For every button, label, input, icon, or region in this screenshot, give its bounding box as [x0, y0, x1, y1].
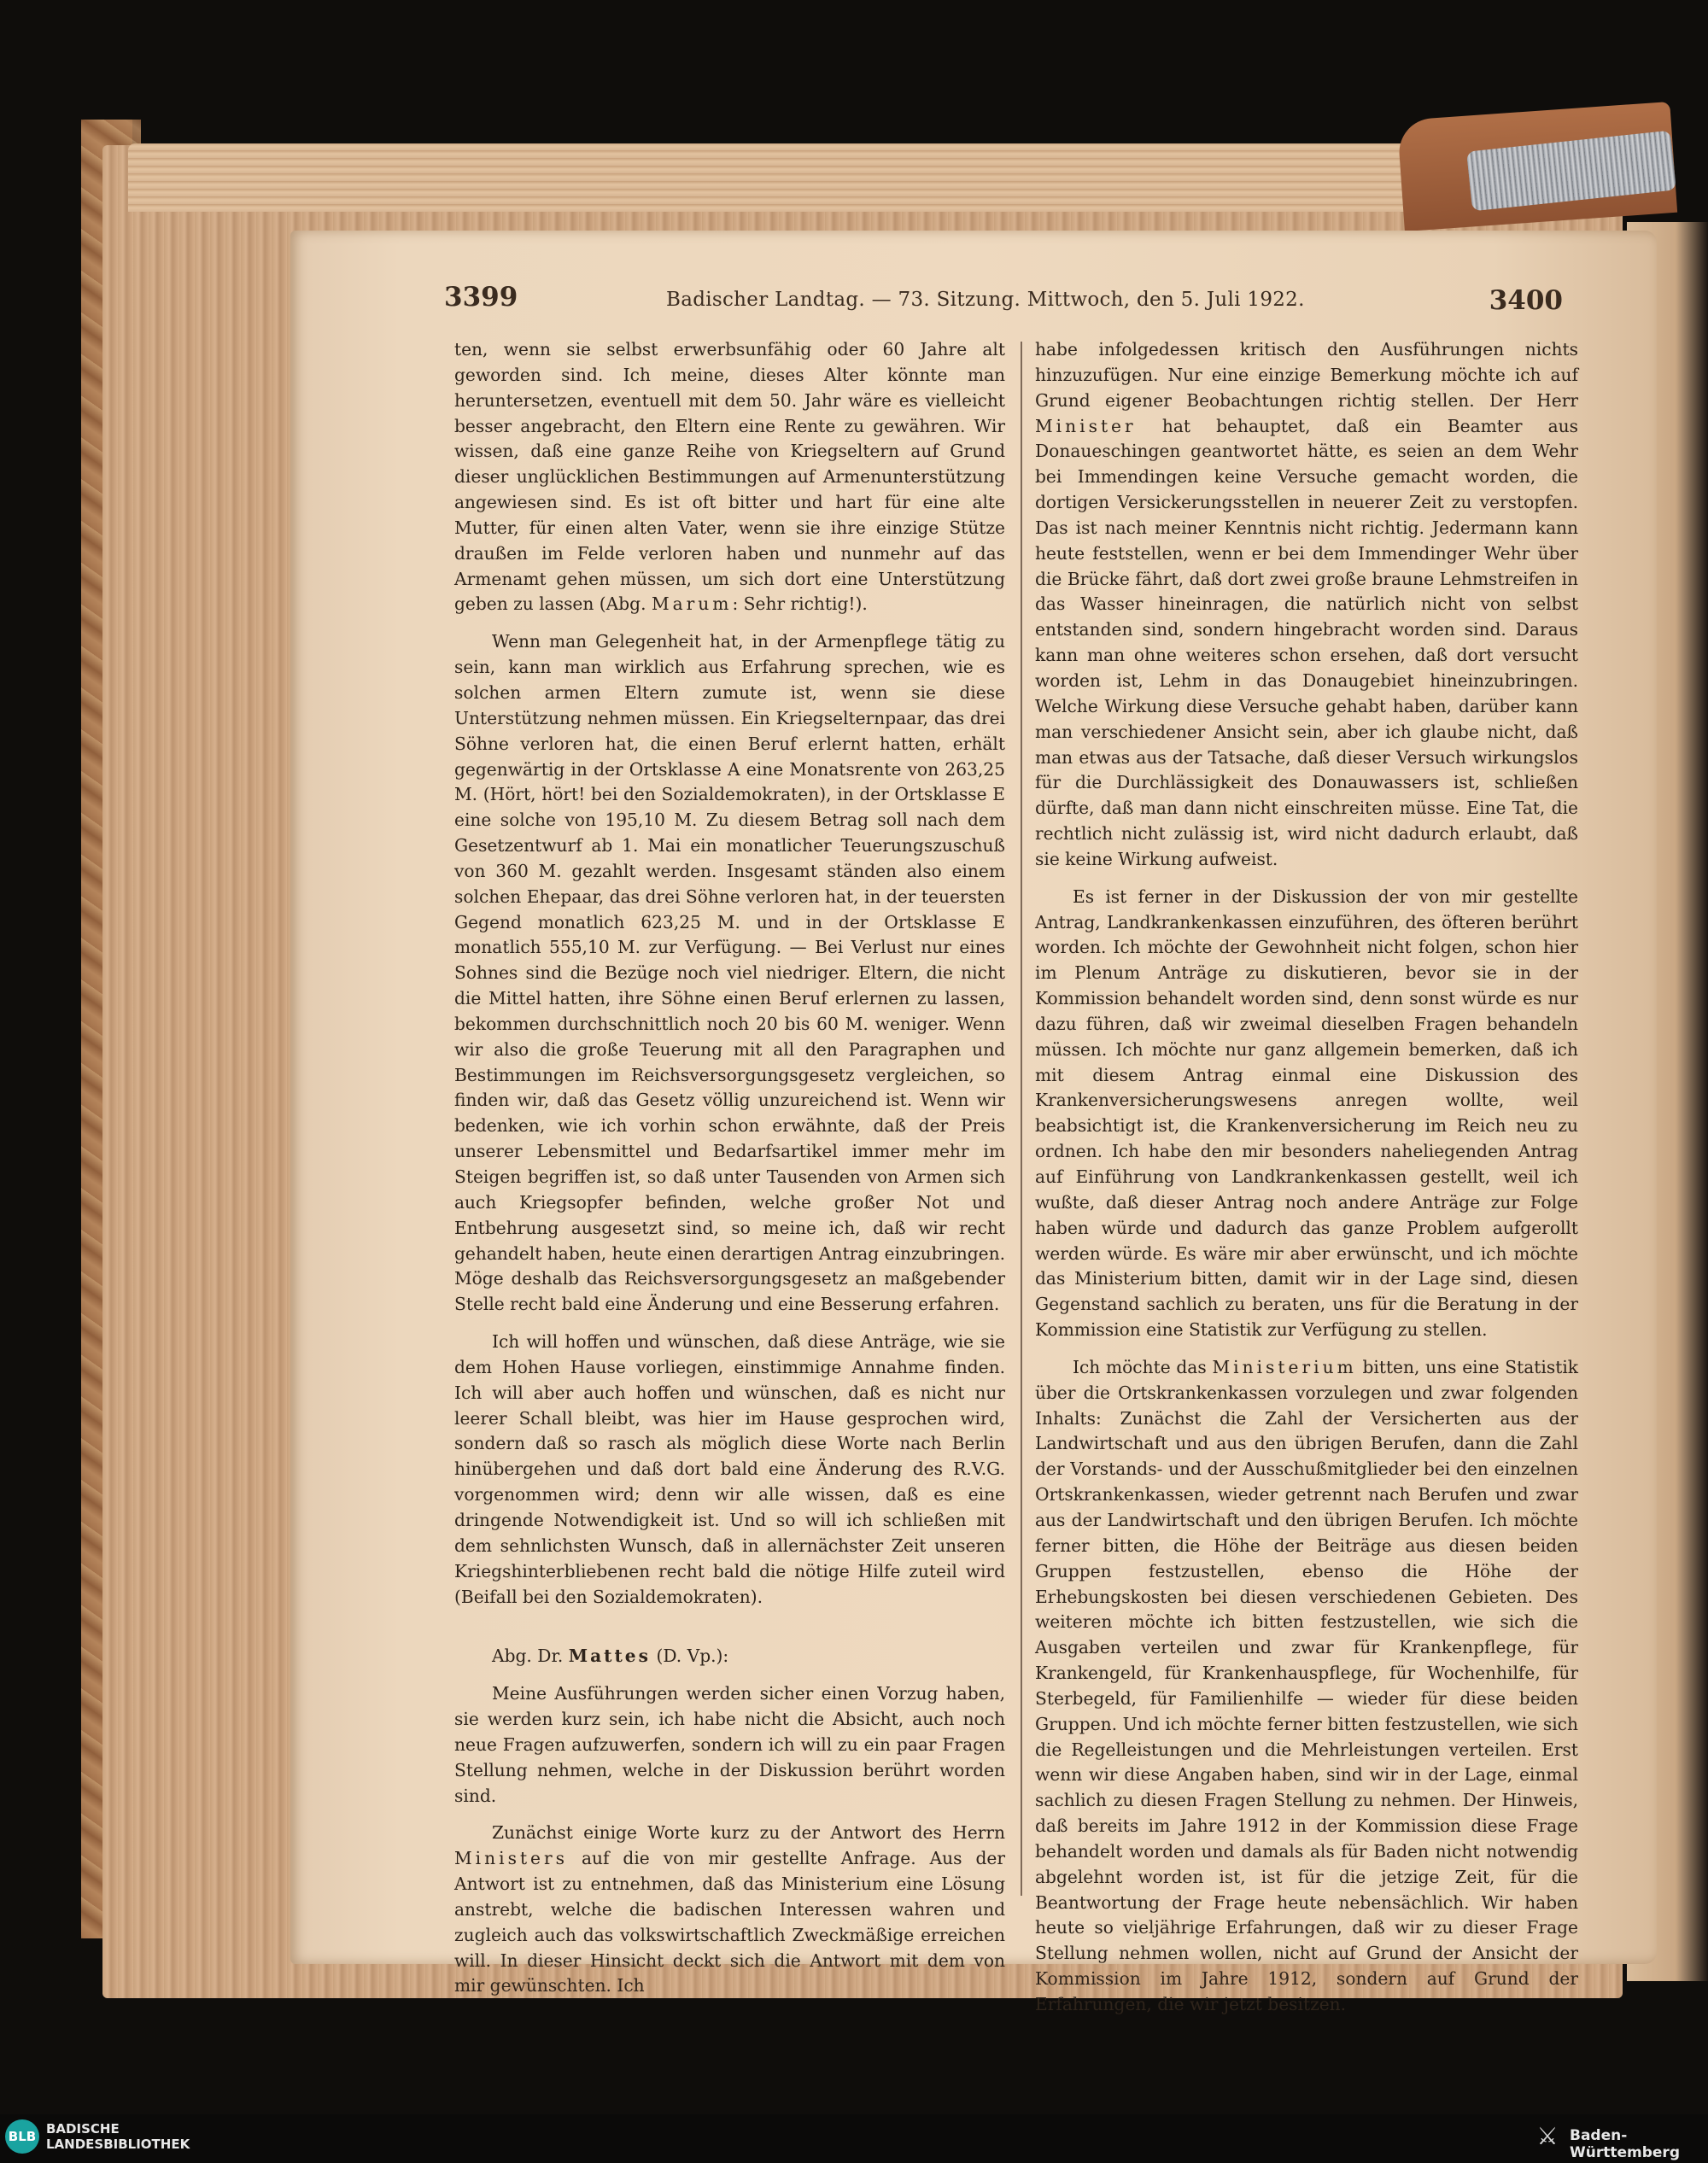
page-number-right: 3400 — [1489, 285, 1563, 316]
viewer-footer — [0, 2114, 1708, 2163]
running-head: Badischer Landtag. — 73. Sitzung. Mittwoch, den 5. Juli 1922. — [666, 289, 1305, 311]
paragraph: Ich will hoffen und wünschen, daß diese Anträge, wie sie dem Hohen Hause vorliegen, einstimmige Annahme finden. Ich will aber auch hoffen und wünschen, daß es nicht nur leerer Schall bleibt, was hier im Hause gesprochen wird, sondern daß so rasch als möglich diese Worte nach Berlin hinübergehen und daß dort bald eine Änderung des R.V.G. vorgenommen wird; denn wir alle wissen, daß es eine dringende Notwendigkeit ist. Und so will ich schließen mit dem sehnlichsten Wunsch, daß in allernächster Zeit unseren Kriegshinterbliebenen recht bald die nötige Hilfe zuteil wird (Beifall bei den Sozialdemokraten). — [454, 1331, 1005, 1607]
coat-of-arms-icon: ⚔ — [1536, 2122, 1559, 2150]
left-column — [454, 337, 1005, 1999]
paragraph: Meine Ausführungen werden sicher einen Vorzug haben, sie werden kurz sein, ich habe nicht die Absicht, auch noch neue Fragen aufzuwerfen, sondern ich will zu ein paar Fragen Stellung nehmen, welche in der Diskussion berührt worden sind. — [454, 1683, 1005, 1806]
paragraph: habe infolgedessen kritisch den Ausführungen nichts hinzuzufügen. Nur eine einzige Bemerkung möchte ich auf Grund eigener Beobachtungen richtig stellen. Der Herr Minister hat behauptet, daß ein Beamter aus Donaueschingen geantwortet hätte, es seien an dem Wehr bei Immendingen keine Versuche gemacht worden, die dortigen Versickerungsstellen in neuerer Zeit zu verstopfen. Das ist nach meiner Kenntnis nicht richtig. Jedermann kann heute feststellen, wenn er bei dem Immendinger Wehr über die Brücke fährt, daß dort zwei große braune Lehmstreifen in das Wasser hineinragen, die natürlich nicht von selbst entstanden sind, sondern hingebracht worden sind. Daraus kann man ohne weiteres schon ersehen, daß dort versucht worden ist, Lehm in das Donaugebiet hineinzubringen. Welche Wirkung diese Versuche gehabt haben, darüber kann man verschiedener Ansicht sein, aber ich glaube nicht, daß man etwas aus der Tatsache, daß dieser Versuch wirkungslos für die Durchlässigkeit des Donauwassers ist, schließen dürfte, daß man dann nicht einschreiten müsse. Eine Tat, die rechtlich nicht zulässig ist, wird nicht dadurch erlaubt, daß sie keine Wirkung aufweist. — [1035, 339, 1579, 869]
column-rule — [1021, 342, 1022, 1896]
paragraph: Wenn man Gelegenheit hat, in der Armenpflege tätig zu sein, kann man wirklich aus Erfahrung sprechen, wie es solchen armen Eltern zumute ist, wenn sie diese Unterstützung nehmen müssen. Ein Kriegselternpaar, das drei Söhne verloren hat, die einen Beruf erlernt hatten, erhält gegenwärtig in der Ortsklasse A eine Monatsrente von 263,25 M. (Hört, hört! bei den Sozialdemokraten), in der Ortsklasse E eine solche von 195,10 M. Zu diesem Betrag soll nach dem Gesetzentwurf ab 1. Mai ein monatlicher Teuerungszuschuß von 360 M. gezahlt werden. Insgesamt ständen also einem solchen Ehepaar, das drei Söhne verloren hat, in der teuersten Gegend monatlich 623,25 M. und in der Ortsklasse E monatlich 555,10 M. zur Verfügung. — Bei Verlust nur eines Sohnes sind die Bezüge noch viel niedriger. Eltern, die nicht die Mittel hatten, ihre Söhne einen Beruf erlernen zu lassen, bekommen durchschnittlich noch 20 bis 60 M. weniger. Wenn wir also die große Teuerung mit all den Paragraphen und Bestimmungen im Reichsversorgungsgesetz vergleichen, so finden wir, daß das Gesetz völlig unzureichend ist. Wenn wir bedenken, wie ich vorhin schon erwähnte, daß der Preis unserer Lebensmittel und Bedarfsartikel immer mehr im Steigen begriffen ist, so daß unter Tausenden von Armen sich auch Kriegsopfer befinden, welche großer Not und Entbehrung ausgesetzt sind, so meine ich, daß wir recht gehandelt haben, heute einen derartigen Antrag einzubringen. Möge deshalb das Reichsversorgungsgesetz an maßgebender Stelle recht bald eine Änderung und eine Besserung erfahren. — [454, 631, 1005, 1315]
paragraph: Ich möchte das Ministerium bitten, uns eine Statistik über die Ortskrankenkassen vorzulegen und zwar folgenden Inhalts: Zunächst die Zahl der Versicherten aus der Landwirtschaft und aus den übrigen Berufen, dann die Zahl der Vorstands- und der Ausschußmitglieder bei den einzelnen Ortskrankenkassen, wieder getrennt nach Berufen und zwar aus der Landwirtschaft und den übrigen Berufen. Ich möchte ferner bitten, die Höhe der Beiträge aus diesen beiden Gruppen festzustellen, ebenso die Höhe der Erhebungskosten bei diesen verschiedenen Gebieten. Des weiteren möchte ich bitten festzustellen, wie sich die Ausgaben verteilen und zwar für Krankenpflege, für Krankengeld, für Krankenhauspflege, für Wochenhilfe, für Sterbegeld, für Familienhilfe — wieder für diese beiden Gruppen. Und ich möchte ferner bitten festzustellen, wie sich die Regelleistungen und die Mehrleistungen verteilen. Erst wenn wir diese Angaben haben, sind wir in der Lage, einmal sachlich zu diesen Fragen Stellung zu nehmen. Der Hinweis, daß bereits im Jahre 1912 in der Kommission diese Frage behandelt worden und damals als für Baden nicht notwendig abgelehnt worden ist, ist für die jetzige Zeit, für die Beantwortung der Frage heute nebensächlich. Wir haben heute so vieljährige Erfahrungen, daß wir zu dieser Frage Stellung nehmen wollen, nicht auf Grund der Ansicht der Kommission im Jahre 1912, sondern auf Grund der Erfahrungen, die wir jetzt besitzen. — [1035, 1356, 1579, 2014]
page-number-left: 3399 — [444, 282, 518, 313]
paragraph: ten, wenn sie selbst erwerbsunfähig oder 60 Jahre alt geworden sind. Ich meine, dieses Alter könnte man heruntersetzen, eventuell mit dem 50. Jahr wäre es vielleicht besser angebracht, den Eltern eine Rente zu gewähren. Wir wissen, daß eine ganze Reihe von Kriegseltern auf Grund dieser unglücklichen Bestimmungen auf Armenunterstützung angewiesen sind. Es ist oft bitter und hart für eine alte Mutter, für einen alten Vater, wenn sie ihre einzige Stütze draußen im Felde verloren haben und nunmehr auf das Armenamt gehen müssen, um sich dort eine Unterstützung geben zu lassen (Abg. Marum: Sehr richtig!). — [454, 339, 1005, 615]
speaker-line: Abg. Dr. Mattes (D. Vp.): — [492, 1646, 729, 1667]
paragraph: Es ist ferner in der Diskussion der von mir gestellte Antrag, Landkrankenkassen einzuführen, des öfteren berührt worden. Ich möchte der Gewohnheit nicht folgen, schon hier im Plenum Anträge zu diskutieren, bevor sie in der Kommission behandelt worden sind, denn sonst würde es nur dazu führen, daß wir zweimal dieselben Fragen behandeln müssen. Ich möchte nur ganz allgemein bemerken, daß ich mit diesem Antrag einmal eine Diskussion des Krankenversicherungswesens anregen wollte, weil beabsichtigt ist, die Krankenversicherung im Reich neu zu ordnen. Ich habe den mir besonders naheliegenden Antrag auf Einführung von Landkrankenkassen gestellt, weil ich wußte, daß dieser Antrag noch andere Anträge zur Folge haben würde und dadurch das ganze Problem aufgerollt werden würde. Es wäre mir aber erwünscht, und ich möchte das Ministerium bitten, damit wir in der Lage sind, diesen Gegenstand sachlich zu beraten, uns für die Beratung in der Kommission eine Statistik zur Verfügung zu stellen. — [1035, 886, 1578, 1341]
paragraph: Zunächst einige Worte kurz zu der Antwort des Herrn Ministers auf die von mir gestellte Anfrage. Aus der Antwort ist zu entnehmen, daß das Ministerium eine Lösung anstrebt, welche die badischen Interessen wahren und zugleich auch das volkswirtschaftlich Zweckmäßige erreichen will. In dieser Hinsicht deckt sich die Antwort mit dem von mir gewünschten. Ich — [454, 1822, 1005, 1996]
speaker-name: Mattes — [568, 1646, 652, 1667]
blb-library-name[interactable]: BADISCHE LANDESBIBLIOTHEK — [46, 2121, 190, 2152]
right-column — [1035, 337, 1578, 2018]
baden-wuerttemberg-label[interactable]: Baden-Württemberg — [1570, 2127, 1680, 2161]
blb-logo-icon[interactable]: BLB — [5, 2119, 39, 2154]
page-header — [444, 282, 1563, 324]
interjector-name: Marum — [651, 593, 733, 615]
page-top-edges — [128, 143, 1571, 212]
